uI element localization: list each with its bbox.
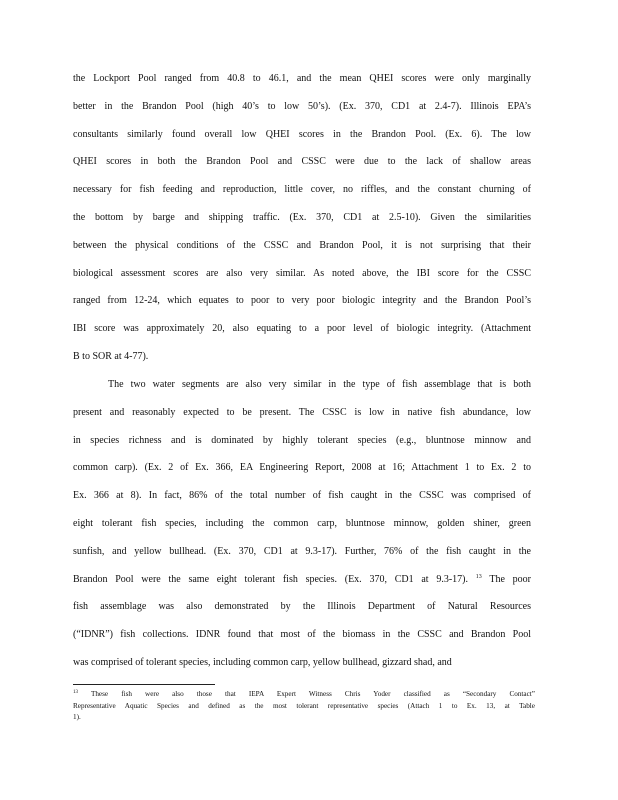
paragraph-1: [73, 73, 531, 379]
text-line: fish assemblage was also demonstrated by the Illinois Department of Natural Resources: [73, 601, 531, 613]
text-line: The two water segments are also very similar in the type of fish assemblage that is both: [108, 379, 531, 390]
text-line: biological assessment scores are also very similar. As noted above, the IBI score for the CSSC: [73, 267, 531, 279]
text-line: common carp). (Ex. 2 of Ex. 366, EA Engineering Report, 2008 at 16; Attachment 1 to Ex. 2 to: [73, 462, 531, 474]
text-line: between the physical conditions of the CSSC and Brandon Pool, it is not surprising that their: [73, 239, 531, 251]
text-line: necessary for fish feeding and reproduction, little cover, no riffles, and the constant churning of: [73, 184, 531, 196]
text-line: eight tolerant fish species, including the common carp, bluntnose minnow, golden shiner, green: [73, 517, 531, 529]
text-line: in species richness and is dominated by highly tolerant species (e.g., bluntnose minnow and: [73, 434, 531, 446]
text-line: QHEI scores in both the Brandon Pool and CSSC were due to the lack of shallow areas: [73, 156, 531, 168]
text-line: sunfish, and yellow bullhead. (Ex. 370, CD1 at 9.3-17). Further, 76% of the fish caught in the: [73, 545, 531, 557]
text-line: the Lockport Pool ranged from 40.8 to 46.1, and the mean QHEI scores were only marginally: [73, 73, 531, 84]
text-segment: These fish were also those that IEPA Expert Witness Chris Yoder classified as “Secondary Contact”: [90, 690, 535, 698]
text-segment: The poor: [489, 573, 531, 585]
text-line-with-footnote: [73, 574, 531, 602]
footnote-number: 13: [73, 690, 78, 695]
footnote-line: 1).: [73, 713, 81, 721]
footnote-reference[interactable]: 13: [475, 573, 482, 580]
text-line: better in the Brandon Pool (high 40’s to low 50’s). (Ex. 370, CD1 at 2.4-7). Illinois EPA’s: [73, 100, 531, 112]
footnote-line: Representative Aquatic Species and defined as the most tolerant representative species (Attach 1 to Ex. 13, at Table: [73, 701, 535, 710]
text-line: ranged from 12-24, which equates to poor to very poor biologic integrity and the Brandon Pool’s: [73, 295, 531, 307]
text-line: the bottom by barge and shipping traffic. (Ex. 370, CD1 at 2.5-10). Given the similarities: [73, 211, 531, 223]
footnote-line: [73, 689, 535, 701]
text-segment: Brandon Pool were the same eight tolerant fish species. (Ex. 370, CD1 at 9.3-17).: [73, 573, 468, 585]
text-line: Ex. 366 at 8). In fact, 86% of the total number of fish caught in the CSSC was comprised of: [73, 490, 531, 502]
text-line: B to SOR at 4-77).: [73, 350, 149, 362]
footnote: [73, 689, 535, 724]
footnote-divider: [73, 684, 215, 685]
text-line: present and reasonably expected to be present. The CSSC is low in native fish abundance, low: [73, 406, 531, 418]
text-line: consultants similarly found overall low QHEI scores in the Brandon Pool. (Ex. 6). The low: [73, 128, 531, 140]
text-line: was comprised of tolerant species, including common carp, yellow bullhead, gizzard shad, and: [73, 656, 452, 668]
paragraph-2: [73, 379, 531, 685]
text-line: (“IDNR”) fish collections. IDNR found that most of the biomass in the CSSC and Brandon Pool: [73, 629, 531, 641]
text-line: IBI score was approximately 20, also equating to a poor level of biologic integrity. (Attachment: [73, 323, 531, 335]
